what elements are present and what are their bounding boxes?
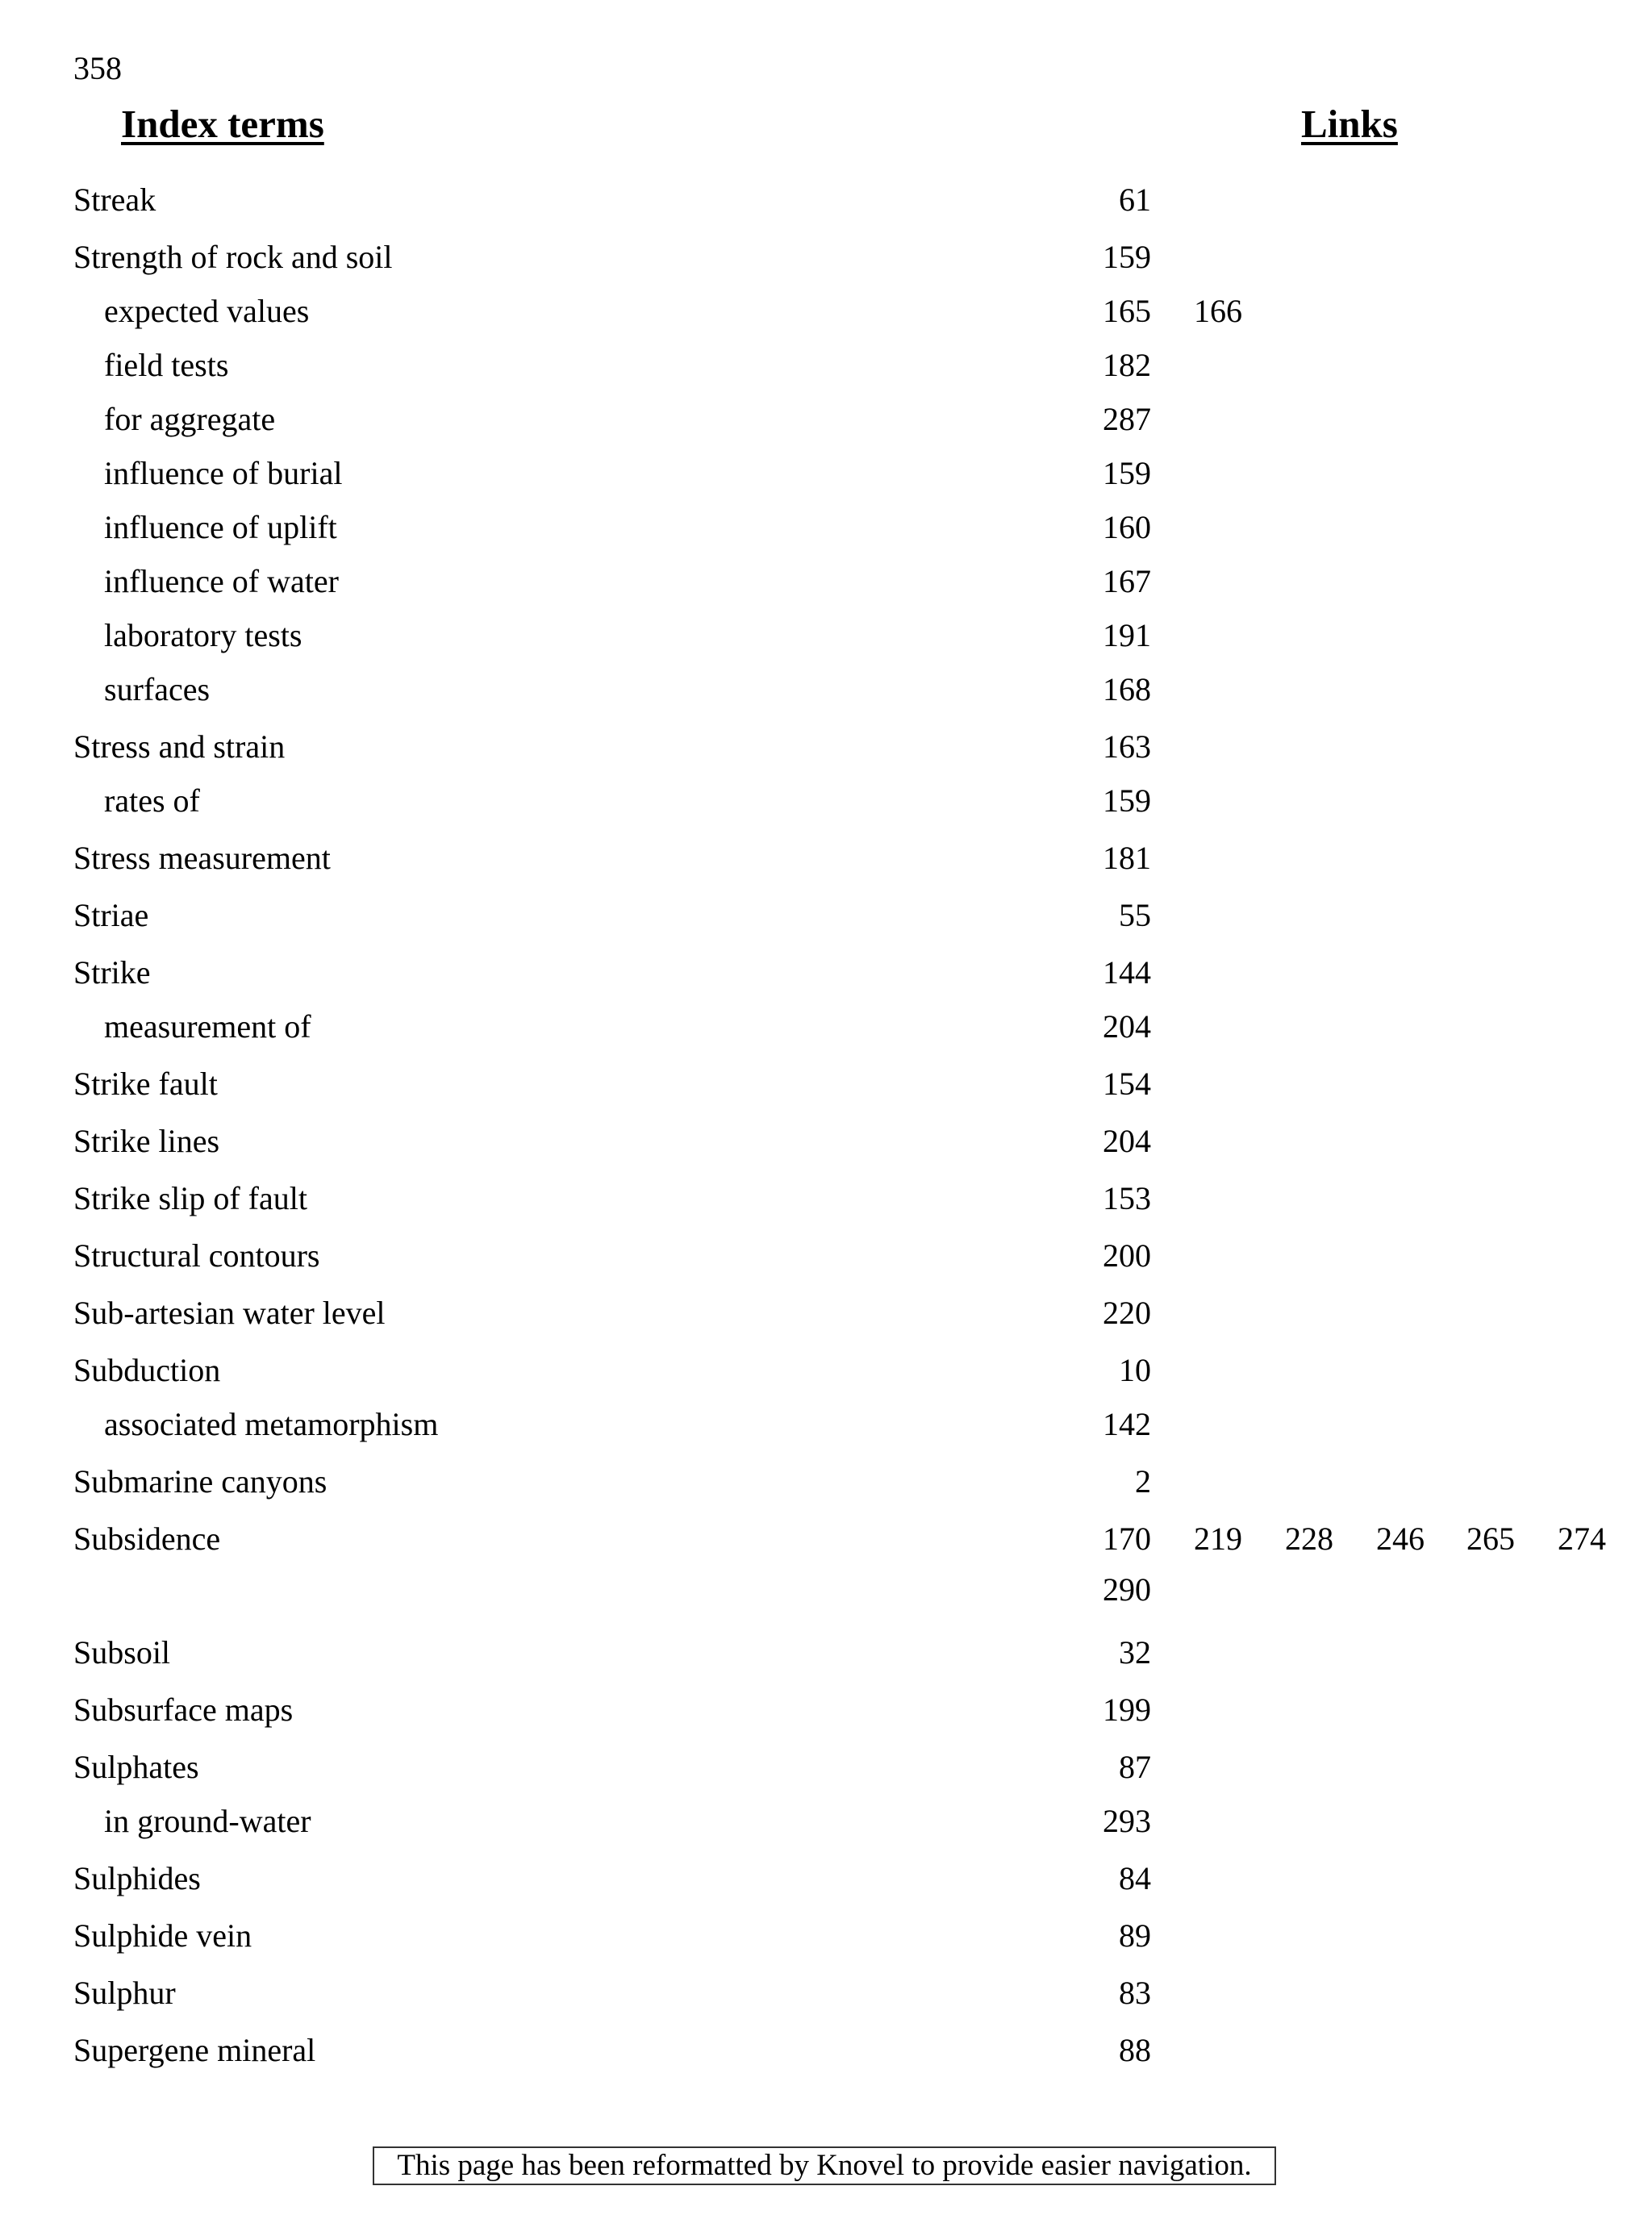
index-entry <box>0 233 1652 282</box>
page-link[interactable]: 167 <box>1103 563 1151 599</box>
page-link[interactable]: 290 <box>1103 1571 1151 1608</box>
index-term: Subsurface maps <box>73 1692 294 1728</box>
page-link[interactable]: 274 <box>1558 1521 1606 1557</box>
page-link[interactable]: 87 <box>1119 1749 1151 1785</box>
index-entry <box>0 949 1652 997</box>
index-term: Sulphides <box>73 1860 201 1896</box>
index-subterm: in ground-water <box>104 1803 311 1839</box>
page-link[interactable]: 293 <box>1103 1803 1151 1839</box>
page-link[interactable]: 159 <box>1103 239 1151 275</box>
knovel-footer-notice: This page has been reformatted by Knovel to provide easier navigation. <box>373 2146 1276 2185</box>
page-link[interactable]: 181 <box>1103 840 1151 876</box>
index-term: Sulphide vein <box>73 1917 252 1954</box>
page-link[interactable]: 204 <box>1103 1123 1151 1159</box>
page-link[interactable]: 2 <box>1135 1463 1151 1500</box>
page-link[interactable]: 160 <box>1103 509 1151 545</box>
index-entry <box>0 1117 1652 1166</box>
index-terms-heading: Index terms <box>121 102 324 146</box>
index-subterm: associated metamorphism <box>104 1406 439 1442</box>
index-entry <box>0 665 1652 714</box>
index-term: Structural contours <box>73 1237 320 1274</box>
page-link[interactable]: 89 <box>1119 1917 1151 1954</box>
index-subterm: influence of uplift <box>104 509 337 545</box>
index-entry <box>0 1400 1652 1449</box>
page-link[interactable]: 61 <box>1119 181 1151 218</box>
index-entry <box>0 1060 1652 1108</box>
page-link[interactable]: 55 <box>1119 897 1151 933</box>
index-subterm: influence of burial <box>104 455 343 491</box>
index-entry <box>0 176 1652 224</box>
page-link[interactable]: 246 <box>1376 1521 1425 1557</box>
index-term: Stress and strain <box>73 728 286 765</box>
page-link[interactable]: 204 <box>1103 1008 1151 1045</box>
page-link[interactable]: 166 <box>1194 293 1242 329</box>
page-link[interactable]: 142 <box>1103 1406 1151 1442</box>
index-term: Submarine canyons <box>73 1463 327 1500</box>
index-term: Sulphates <box>73 1749 199 1785</box>
index-entry <box>0 1003 1652 1051</box>
index-term: Strike fault <box>73 1066 218 1102</box>
page-link[interactable]: 153 <box>1103 1180 1151 1216</box>
index-term: Strike lines <box>73 1123 220 1159</box>
index-term: Sub-artesian water level <box>73 1295 386 1331</box>
index-entry <box>0 1515 1652 1608</box>
index-term: Streak <box>73 181 156 218</box>
index-term: Strength of rock and soil <box>73 239 393 275</box>
index-subterm: surfaces <box>104 671 211 707</box>
page-number: 358 <box>73 50 122 86</box>
index-subterm: laboratory tests <box>104 617 302 653</box>
index-entry <box>0 1854 1652 1903</box>
page-link[interactable]: 219 <box>1194 1521 1242 1557</box>
page-link[interactable]: 200 <box>1103 1237 1151 1274</box>
index-entry <box>0 1797 1652 1846</box>
page-link[interactable]: 163 <box>1103 728 1151 765</box>
index-subterm: measurement of <box>104 1008 311 1045</box>
index-subterm: influence of water <box>104 563 339 599</box>
page-link[interactable]: 199 <box>1103 1692 1151 1728</box>
index-term: Striae <box>73 897 149 933</box>
index-entry <box>0 503 1652 552</box>
page-link[interactable]: 287 <box>1103 401 1151 437</box>
index-entry <box>0 1174 1652 1223</box>
page-link[interactable]: 10 <box>1119 1352 1151 1388</box>
index-term: Subduction <box>73 1352 221 1388</box>
index-entry <box>0 891 1652 940</box>
page-link[interactable]: 228 <box>1285 1521 1333 1557</box>
index-subterm: expected values <box>104 293 310 329</box>
page-link[interactable]: 220 <box>1103 1295 1151 1331</box>
index-subterm: for aggregate <box>104 401 276 437</box>
index-term: Sulphur <box>73 1975 176 2011</box>
index-entry <box>0 287 1652 336</box>
page-link[interactable]: 191 <box>1103 617 1151 653</box>
index-term: Subsoil <box>73 1634 171 1671</box>
index-term: Strike <box>73 954 151 991</box>
index-entry <box>0 1686 1652 1734</box>
index-entry <box>0 1346 1652 1395</box>
index-subterm: field tests <box>104 347 229 383</box>
page-link[interactable]: 154 <box>1103 1066 1151 1102</box>
page-link[interactable]: 32 <box>1119 1634 1151 1671</box>
index-entry <box>0 1969 1652 2017</box>
page-link[interactable]: 182 <box>1103 347 1151 383</box>
index-entry <box>0 557 1652 606</box>
index-subterm: rates of <box>104 782 200 819</box>
links-heading: Links <box>1301 102 1398 146</box>
index-term: Strike slip of fault <box>73 1180 307 1216</box>
index-entry <box>0 2026 1652 2075</box>
page-link[interactable]: 144 <box>1103 954 1151 991</box>
index-entry <box>0 395 1652 444</box>
index-entry <box>0 449 1652 498</box>
page-link[interactable]: 168 <box>1103 671 1151 707</box>
index-entry <box>0 341 1652 390</box>
index-term: Supergene mineral <box>73 2032 316 2068</box>
page-link[interactable]: 88 <box>1119 2032 1151 2068</box>
index-entry <box>0 1912 1652 1960</box>
index-term: Subsidence <box>73 1521 221 1557</box>
index-entry <box>0 723 1652 771</box>
index-entry <box>0 1289 1652 1337</box>
page-link[interactable]: 170 <box>1103 1521 1151 1557</box>
page-link[interactable]: 83 <box>1119 1975 1151 2011</box>
page-link[interactable]: 265 <box>1466 1521 1515 1557</box>
index-entry <box>0 834 1652 882</box>
page-link[interactable]: 165 <box>1103 293 1151 329</box>
index-entry <box>0 1629 1652 1677</box>
index-entry <box>0 777 1652 825</box>
page-link[interactable]: 159 <box>1103 782 1151 819</box>
index-entry <box>0 1458 1652 1506</box>
page-link[interactable]: 159 <box>1103 455 1151 491</box>
index-entry <box>0 611 1652 660</box>
index-entry <box>0 1743 1652 1792</box>
index-term: Stress measurement <box>73 840 331 876</box>
page-link[interactable]: 84 <box>1119 1860 1151 1896</box>
index-entry <box>0 1232 1652 1280</box>
